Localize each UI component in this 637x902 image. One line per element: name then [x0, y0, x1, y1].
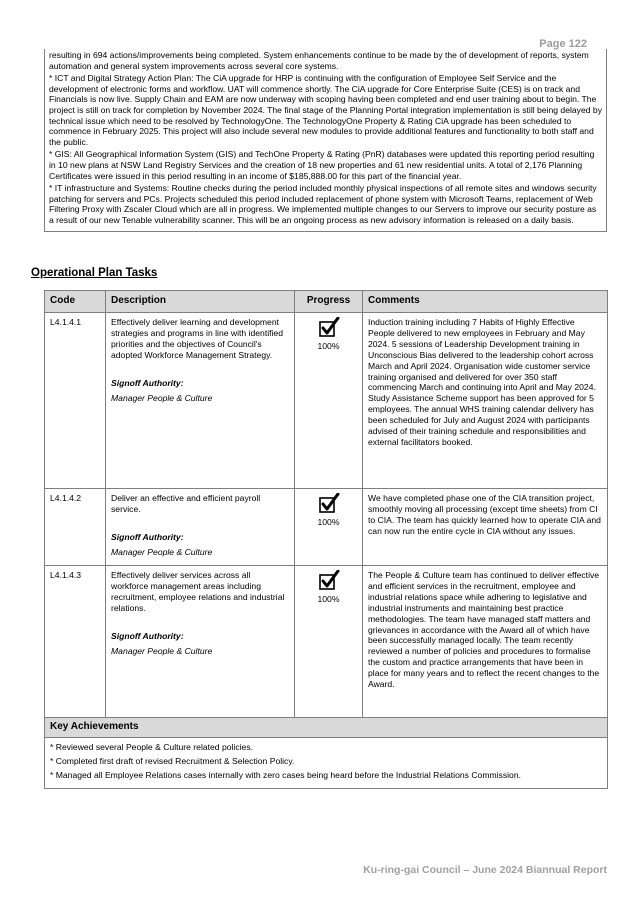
signoff-authority: Manager People & Culture: [111, 546, 213, 557]
column-header-comments: Comments: [363, 291, 608, 313]
column-header-progress: Progress: [295, 291, 363, 313]
task-progress-cell: [295, 489, 363, 566]
checkbox-checked-icon: [318, 570, 340, 592]
task-description-cell: [106, 313, 295, 489]
continuation-paragraph: * IT infrastructure and Systems: Routine checks during the period included monthly physical inspections of all remote sites and windows security patching for servers and PCs. Projects scheduled this period included replacement of phone system with Microsoft Teams, replacement of Web Filtering Proxy with Zscaler Cloud which are all in progress. We implemented multiple changes to our Servers to improve our security posture as a result of our new Tenable vulnerability scanner. This will be an ongoing process as new advisory information is released on a daily basis.: [49, 183, 597, 225]
task-description: Effectively deliver services across all workforce management areas including recruitment, employee relations and industrial relations.: [111, 570, 285, 613]
checkbox-checked-icon: [318, 317, 340, 339]
table-row: [45, 566, 608, 718]
progress-value: 100%: [317, 517, 340, 527]
continuation-paragraph: * ICT and Digital Strategy Action Plan: The CiA upgrade for HRP is continuing with the configuration of Employee Self Service and the development of electronic forms and workflow. UAT will commence shortly. The CiA upgrade for Core Enterprise Suite (CES) is on track and Financials is now live. Supply Chain and EAM are now underway with scoping having been completed and end user training about to begin. The project is still on track for completion by November 2024. The final stage of the Planning Portal integration implementation is still being delayed by technical issue which need to be resolved by TechnologyOne. The TechnologyOne Property & Rating CiA upgrade has been scheduled to commence in February 2025. This project will also include several new modules to provide additional features and functionality to both staff and the public.: [49, 73, 603, 147]
task-description-cell: [106, 489, 295, 566]
continuation-box: [44, 49, 607, 232]
task-code: L4.1.4.3: [45, 566, 106, 718]
task-comments: Induction training including 7 Habits of Highly Effective People delivered to new employees in February and May 2024. 5 sessions of Leadership Development training in Unconscious Bias delivered to the leadership cohort across March and April 2024. Organisation wide customer service training organised and delivered for over 350 staff commencing March and continuing into April and May 2024. Study Assistance Scheme support has been approved for 5 employees. The annual WHS training calendar delivery has been scheduled for July and August 2024 with participants advised of their training schedule and responsibilities and external facilitators booked.: [363, 313, 608, 489]
task-progress-cell: [295, 566, 363, 718]
list-item: * Reviewed several People & Culture related policies.: [50, 741, 254, 752]
page-number: Page 122: [539, 38, 587, 50]
signoff-label: Signoff Authority:: [111, 531, 184, 542]
task-description: Effectively deliver learning and development strategies and programs in line with identified priorities and the objectives of Council's adopted Workforce Management Strategy.: [111, 317, 283, 360]
signoff-authority: Manager People & Culture: [111, 392, 213, 403]
task-comments: The People & Culture team has continued to deliver effective and efficient services in the recruitment, employee and industrial relations space while adhering to legislative and industrial instruments and maintaining best practice methodologies. The team have managed staff matters and grievances in accordance with the Award all of which have been successfully managed locally. The team recently reviewed a number of policies and procedures to formalise the custom and practice arrangements that have been in place for many years and to reflect the recent changes to the Award.: [363, 566, 608, 718]
task-code: L4.1.4.1: [45, 313, 106, 489]
signoff-label: Signoff Authority:: [111, 630, 184, 641]
signoff-label: Signoff Authority:: [111, 377, 184, 388]
key-achievements-list: [50, 742, 602, 781]
table-row: [45, 313, 608, 489]
table-row: [45, 489, 608, 566]
progress-value: 100%: [317, 341, 340, 351]
checkbox-checked-icon: [318, 493, 340, 515]
table-header-row: [45, 291, 608, 313]
signoff-authority: Manager People & Culture: [111, 645, 213, 656]
task-comments: We have completed phase one of the CIA transition project, smoothly moving all processing (except time sheets) from CI to CIA. The team has quickly learned how to operate CIA and can now run the entire cycle in CIA without any issues.: [363, 489, 608, 566]
task-description-cell: [106, 566, 295, 718]
column-header-description: Description: [106, 291, 295, 313]
progress-value: 100%: [317, 594, 340, 604]
key-achievements-cell: [45, 737, 608, 788]
section-title: Operational Plan Tasks: [31, 267, 158, 279]
key-achievements-header-row: [45, 718, 608, 738]
continuation-paragraph: resulting in 694 actions/improvements being completed. System enhancements continue to be made by the of development of reports, system automation and general system improvements across several core systems.: [49, 50, 589, 71]
list-item: * Managed all Employee Relations cases internally with zero cases being heard before the Industrial Relations Commission.: [50, 769, 521, 780]
list-item: * Completed first draft of revised Recruitment & Selection Policy.: [50, 755, 295, 766]
continuation-paragraph: * GIS: All Geographical Information System (GIS) and TechOne Property & Rating (PnR) databases were updated this reporting period resulting in 10 new plans at NSW Land Registry Services and the creation of 18 new properties and 61 new residential units. A total of 2,176 Planning Certificates were issued in this period resulting in an income of $185,888.00 for this part of the financial year.: [49, 149, 595, 181]
report-footer: Ku-ring-gai Council – June 2024 Biannual Report: [363, 864, 607, 876]
task-progress-cell: [295, 313, 363, 489]
task-code: L4.1.4.2: [45, 489, 106, 566]
key-achievements-row: [45, 737, 608, 788]
operational-tasks-table: [44, 290, 608, 789]
key-achievements-title: Key Achievements: [45, 718, 608, 738]
task-description: Deliver an effective and efficient payroll service.: [111, 493, 261, 514]
column-header-code: Code: [45, 291, 106, 313]
